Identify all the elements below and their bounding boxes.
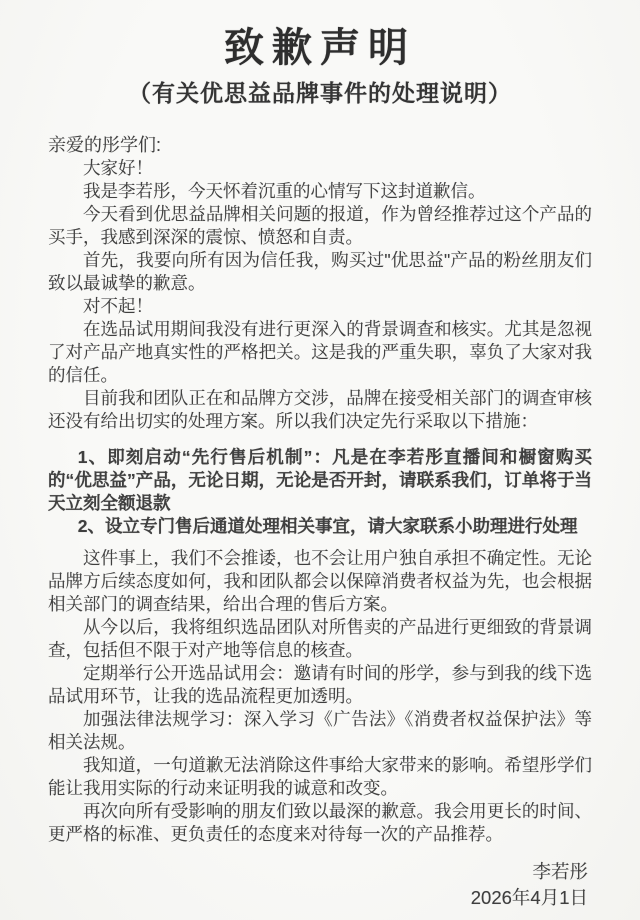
letter-body (0, 134, 640, 911)
paragraph-intro: 我是李若彤，今天怀着沉重的心情写下这封道歉信。 (83, 181, 486, 201)
signature-block (48, 859, 592, 911)
page-title: 致歉声明 (224, 25, 416, 70)
paragraph-law-study: 加强法律法规学习：深入学习《广告法》《消费者权益保护法》等相关法规。 (48, 709, 592, 752)
paragraph-background-check: 从今以后，我将组织选品团队对所售卖的产品进行更细致的背景调查，包括但不限于对产地等信息的核查。 (48, 617, 592, 660)
salutation: 亲爱的彤学们: (48, 135, 162, 155)
paragraph-reaction: 今天看到优思益品牌相关问题的报道，作为曾经推荐过这个产品的买手，我感到深深的震惊、愤怒和自责。 (48, 204, 592, 247)
paragraph-negotiation: 目前我和团队正在和品牌方交涉，品牌在接受相关部门的调查审核还没有给出切实的处理方案。所以我们决定先行采取以下措施： (48, 388, 592, 431)
signature-date: 2026年4月1日 (470, 887, 588, 908)
measures-list (48, 446, 592, 538)
paragraph-sincerity: 我知道，一句道歉无法消除这件事给大家带来的影响。希望彤学们能让我用实际的行动来证明我的诚意和改变。 (48, 755, 592, 798)
measure-item-aftersale-channel: 2、设立专门售后通道处理相关事宜，请大家联系小助理进行处理 (77, 516, 578, 536)
measure-item-refund: 1、即刻启动“先行售后机制”：凡是在李若彤直播间和橱窗购买的“优思益”产品，无论日期，无论是否开封，请联系我们，订单将于当天立刻全额退款 (48, 447, 592, 513)
paragraph-apology-to-fans: 首先，我要向所有因为信任我，购买过"优思益"产品的粉丝朋友们致以最诚挚的歉意。 (48, 250, 592, 293)
signature-name: 李若彤 (532, 861, 588, 882)
paragraph-final-apology: 再次向所有受影响的朋友们致以最深的歉意。我会用更长的时间、更严格的标准、更负责任的态度来对待每一次的产品推荐。 (48, 801, 592, 844)
paragraph-sorry: 对不起！ (83, 296, 153, 316)
paragraph-open-trial: 定期举行公开选品试用会：邀请有时间的彤学，参与到我的线下选品试用环节，让我的选品流程更加透明。 (48, 663, 592, 706)
page-subtitle: （有关优思益品牌事件的处理说明） (128, 81, 512, 106)
paragraph-responsibility: 这件事上，我们不会推诿，也不会让用户独自承担不确定性。无论品牌方后续态度如何，我和团队都会以保障消费者权益为先，也会根据相关部门的调查结果，给出合理的售后方案。 (48, 548, 592, 614)
paragraph-greeting: 大家好！ (83, 158, 153, 178)
paragraph-fault: 在选品试用期间我没有进行更深入的背景调查和核实。尤其是忽视了对产品产地真实性的严格把关。这是我的严重失职，辜负了大家对我的信任。 (48, 319, 592, 385)
